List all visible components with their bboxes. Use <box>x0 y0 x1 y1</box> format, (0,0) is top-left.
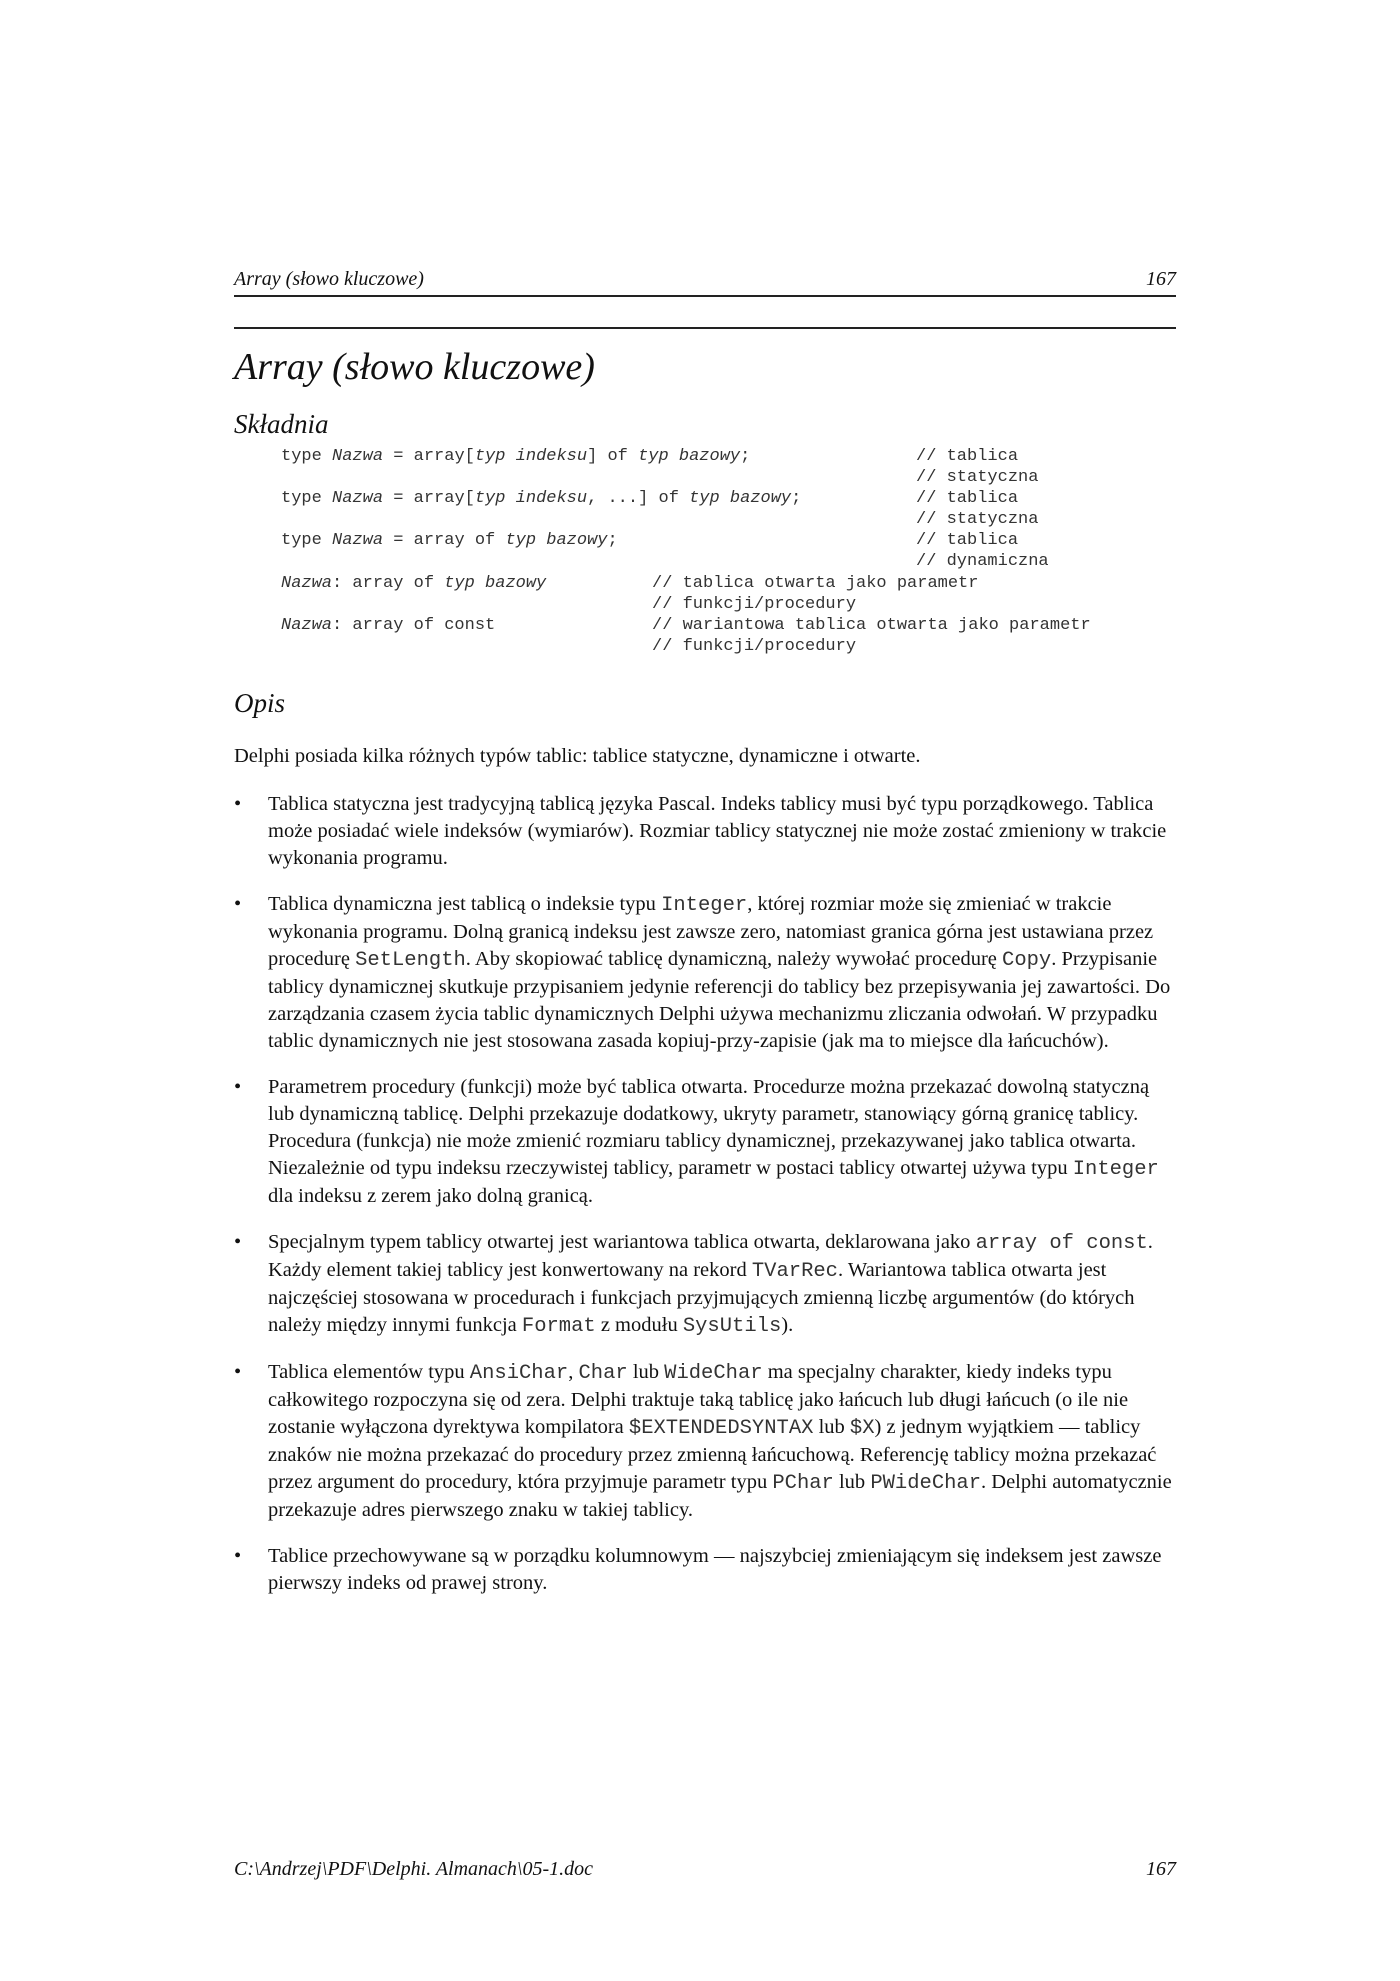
code-line-4: Nazwa: array of typ bazowy <box>281 574 547 593</box>
code-comment: // statyczna <box>916 468 1039 487</box>
section-rule <box>234 327 1176 329</box>
inline-code: SysUtils <box>682 1314 782 1338</box>
running-header <box>234 268 1176 297</box>
inline-code: PChar <box>772 1471 834 1495</box>
running-header-title: Array (słowo kluczowe) <box>234 268 424 290</box>
syntax-heading: Składnia <box>234 409 329 439</box>
inline-code: Copy <box>1002 948 1052 972</box>
inline-code: AnsiChar <box>469 1361 569 1385</box>
footer-file-path: C:\Andrzej\PDF\Delphi. Almanach\05-1.doc <box>234 1858 594 1880</box>
inline-code: Integer <box>1072 1157 1159 1181</box>
code-line-3: type Nazwa = array of typ bazowy; <box>281 531 618 550</box>
list-item: • Specjalnym typem tablicy otwartej jest wariantowa tablica otwarta, deklarowana jako array of const. Każdy element takiej tablicy jest konwertowany na rekord TVarRec. Wariantowa tablica otwarta jest najczęściej stosowana w procedurach i funkcjach przyjmujących zmienną liczbę argumentów (do których należy między innymi funkcja Format z modułu SysUtils). <box>234 1230 1153 1338</box>
description-list <box>234 791 1176 1597</box>
code-comment: // tablica <box>916 489 1019 508</box>
running-footer <box>234 1858 1176 1881</box>
list-item: • Tablica statyczna jest tradycyjną tablicą języka Pascal. Indeks tablicy musi być typu porządkowego. Tablica może posiadać wiele indeksów (wymiarów). Rozmiar tablicy statycznej nie może zostać zmieniony w trakcie wykonania programu. <box>234 792 1167 869</box>
inline-code: Char <box>578 1361 628 1385</box>
inline-code: array of const <box>975 1231 1148 1255</box>
running-header-page-number: 167 <box>1146 268 1176 290</box>
inline-code: SetLength <box>355 948 466 972</box>
document-page <box>234 268 1176 1616</box>
inline-code: TVarRec <box>751 1259 838 1283</box>
bullet-icon: • <box>234 1230 242 1253</box>
bullet-icon: • <box>234 792 242 815</box>
syntax-code-block <box>234 446 1176 658</box>
inline-code: $EXTENDEDSYNTAX <box>628 1416 814 1440</box>
code-line-5: Nazwa: array of const <box>281 616 496 635</box>
code-comment: // funkcji/procedury <box>652 637 857 656</box>
bullet-icon: • <box>234 1360 242 1383</box>
inline-code: WideChar <box>664 1361 763 1385</box>
bullet-icon: • <box>234 1075 242 1098</box>
intro-paragraph: Delphi posiada kilka różnych typów tablic: tablice statyczne, dynamiczne i otwarte. <box>234 745 921 767</box>
list-item: • Parametrem procedury (funkcji) może być tablica otwarta. Procedurze można przekazać dowolną statyczną lub dynamiczną tablicę. Delphi przekazuje dodatkowy, ukryty parametr, stanowiący górną granicę tablicy. Procedura (funkcja) nie może zmienić rozmiaru tablicy dynamicznej, przekazywanej jako tablica otwarta. Niezależnie od typu indeksu rzeczywistej tablicy, parametr w postaci tablicy otwartej używa typu Integer dla indeksu z zerem jako dolną granicą. <box>234 1075 1159 1207</box>
inline-code: $X <box>849 1416 875 1440</box>
description-heading: Opis <box>234 688 286 718</box>
bullet-icon: • <box>234 892 242 915</box>
inline-code: Integer <box>661 893 748 917</box>
inline-code: PWideChar <box>870 1471 982 1495</box>
code-comment: // wariantowa tablica otwarta jako parametr <box>652 616 1091 635</box>
code-comment: // funkcji/procedury <box>652 595 857 614</box>
code-comment: // tablica otwarta jako parametr <box>652 574 979 593</box>
list-item: • Tablica dynamiczna jest tablicą o indeksie typu Integer, której rozmiar może się zmieniać w trakcie wykonania programu. Dolną granicą indeksu jest zawsze zero, natomiast granica górna jest ustawiana przez procedurę SetLength. Aby skopiować tablicę dynamiczną, należy wywołać procedurę Copy. Przypisanie tablicy dynamicznej skutkuje przypisaniem jedynie referencji do tablicy bez przepisywania jej zawartości. Do zarządzania czasem życia tablic dynamicznych Delphi używa mechanizmu zliczania odwołań. W przypadku tablic dynamicznych nie jest stosowana zasada kopiuj-przy-zapisie (jak ma to miejsce dla łańcuchów). <box>234 892 1171 1052</box>
code-comment: // tablica <box>916 531 1019 550</box>
code-line-2: type Nazwa = array[typ indeksu, ...] of typ bazowy; <box>281 489 802 508</box>
bullet-icon: • <box>234 1544 242 1567</box>
footer-page-number: 167 <box>1146 1858 1176 1880</box>
code-comment: // statyczna <box>916 510 1039 529</box>
code-comment: // dynamiczna <box>916 552 1049 571</box>
inline-code: Format <box>521 1314 596 1338</box>
code-line-1: type Nazwa = array[typ indeksu] of typ bazowy; <box>281 447 751 466</box>
list-item: • Tablica elementów typu AnsiChar, Char lub WideChar ma specjalny charakter, kiedy indeks typu całkowitego rozpoczyna się od zera. Delphi traktuje taką tablicę jako łańcuch lub długi łańcuch (o ile nie zostanie wyłączona dyrektywa kompilatora $EXTENDEDSYNTAX lub $X) z jednym wyjątkiem — tablicy znaków nie można przekazać do procedury przez zmienną łańcuchową. Referencję tablicy można przekazać przez argument do procedury, która przyjmuje parametr typu PChar lub PWideChar. Delphi automatycznie przekazuje adres pierwszego znaku w takiej tablicy. <box>234 1360 1172 1521</box>
code-comment: // tablica <box>916 447 1019 466</box>
article-title: Array (słowo kluczowe) <box>234 346 595 388</box>
list-item: • Tablice przechowywane są w porządku kolumnowym — najszybciej zmieniającym się indeksem jest zawsze pierwszy indeks od prawej strony. <box>234 1544 1162 1594</box>
